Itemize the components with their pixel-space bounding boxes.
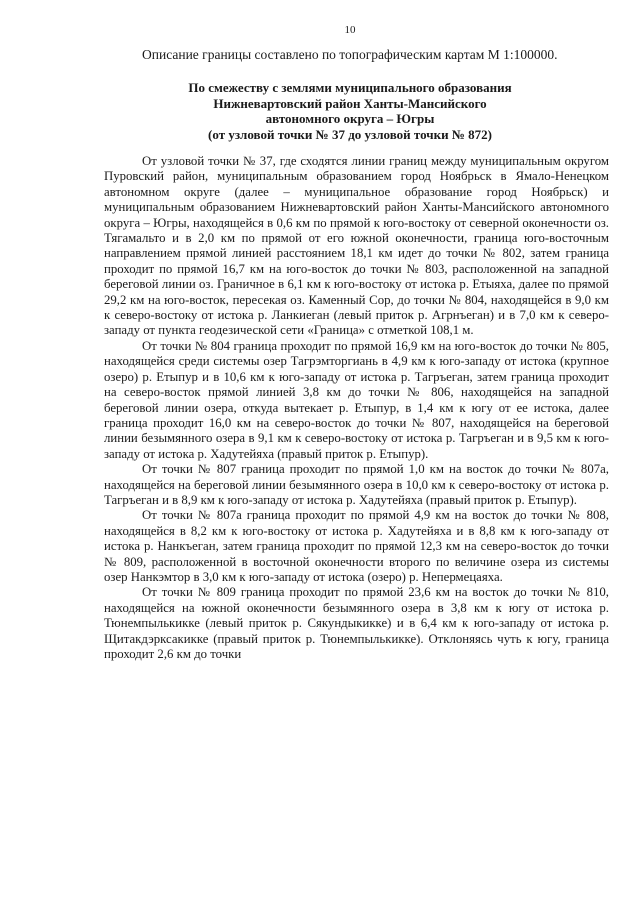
section-heading [150,80,550,142]
paragraph: От точки № 807а граница проходит по прямой 4,9 км на восток до точки № 808, находящейся в 8,2 км к юго-востоку от истока р. Хадутейяха и в 8,8 км к юго-западу от истока р. Нанкъеган, затем граница проходит по прямой 12,3 км на северо-восток до точки № 809, расположенной в восточной оконечности второго по величине озера из системы озер Нанкэмтор в 3,0 км к юго-западу от истока (озеро) р. Непермецаяха. [104,508,609,584]
paragraph: От точки № 809 граница проходит по прямой 23,6 км на восток до точки № 810, находящейся на южной оконечности безымянного озера в 3,8 км к югу от истока р. Тюнемпылькикке (левый приток р. Сякундыкикке) и в 6,4 км к юго-западу от истока р. Щитакдэрксакикке (правый приток р. Тюнемпылькикке). Отклоняясь чуть к югу, граница проходит 2,6 км до точки [104,585,609,661]
paragraph: От узловой точки № 37, где сходятся линии границ между муниципальным округом Пуровский район, муниципальным образованием город Ноябрьск в Ямало-Ненецком автономном округе (далее – муниципальное образование город Ноябрьск) и муниципальным образованием Нижневартовский район Ханты-Мансийского автономного округа – Югры, находящейся в 0,6 км по прямой к юго-востоку от северной оконечности оз. Тягамальто и в 2,0 км по прямой от его южной оконечности, граница юго-восточным направлением прямой линией расстоянием 18,1 км идет до точки № 802, затем граница проходит по прямой 16,7 км на юго-восток до точки № 803, расположенной на западной береговой линии оз. Граничное в 6,1 км к юго-востоку от истока р. Етыяха, далее по прямой 29,2 км на юго-восток, пересекая оз. Каменный Сор, до точки № 804, находящейся в 9,0 км к северо-востоку от истока р. Ланкиеган (левый приток р. Агрнъеган) и в 7,0 км к северо-западу от пункта геодезической сети «Граница» с отметкой 108,1 м. [104,154,609,338]
paragraph: От точки № 804 граница проходит по прямой 16,9 км на юго-восток до точки № 805, находящейся среди системы озер Тагрэмторгиань в 4,9 км к юго-западу от истока (крупное озеро) р. Етыпур и в 10,6 км к юго-западу от истока р. Тагръеган, затем граница проходит на северо-восток прямой линией 3,8 км до точки № 806, находящейся на западной береговой линии озера, откуда вытекает р. Етыпур, в 1,4 км к югу от ее истока, далее граница проходит 16,0 км на северо-восток до точки № 807, находящейся на береговой линии безымянного озера в 9,1 км к северо-востоку от истока р. Тагръеган и в 9,5 км к юго-западу от истока р. Хадутейяха (правый приток р. Етыпур). [104,338,609,461]
heading-line: По смежеству с землями муниципального образования [188,80,512,95]
heading-line: (от узловой точки № 37 до узловой точки № 872) [208,126,492,142]
heading-line: автономного округа – Югры [265,111,435,126]
intro-line: Описание границы составлено по топографическим картам М 1:100000. [142,47,558,62]
heading-line: Нижневартовский район Ханты-Мансийского [213,95,487,111]
page-number: 10 [344,24,356,36]
boundary-description [104,154,609,662]
paragraph: От точки № 807 граница проходит по прямой 1,0 км на восток до точки № 807а, находящейся на береговой линии безымянного озера в 10,0 км к северо-востоку от истока р. Тагръеган и в 8,9 км к юго-западу от истока р. Хадутейяха (правый приток р. Етыпур). [104,462,609,507]
